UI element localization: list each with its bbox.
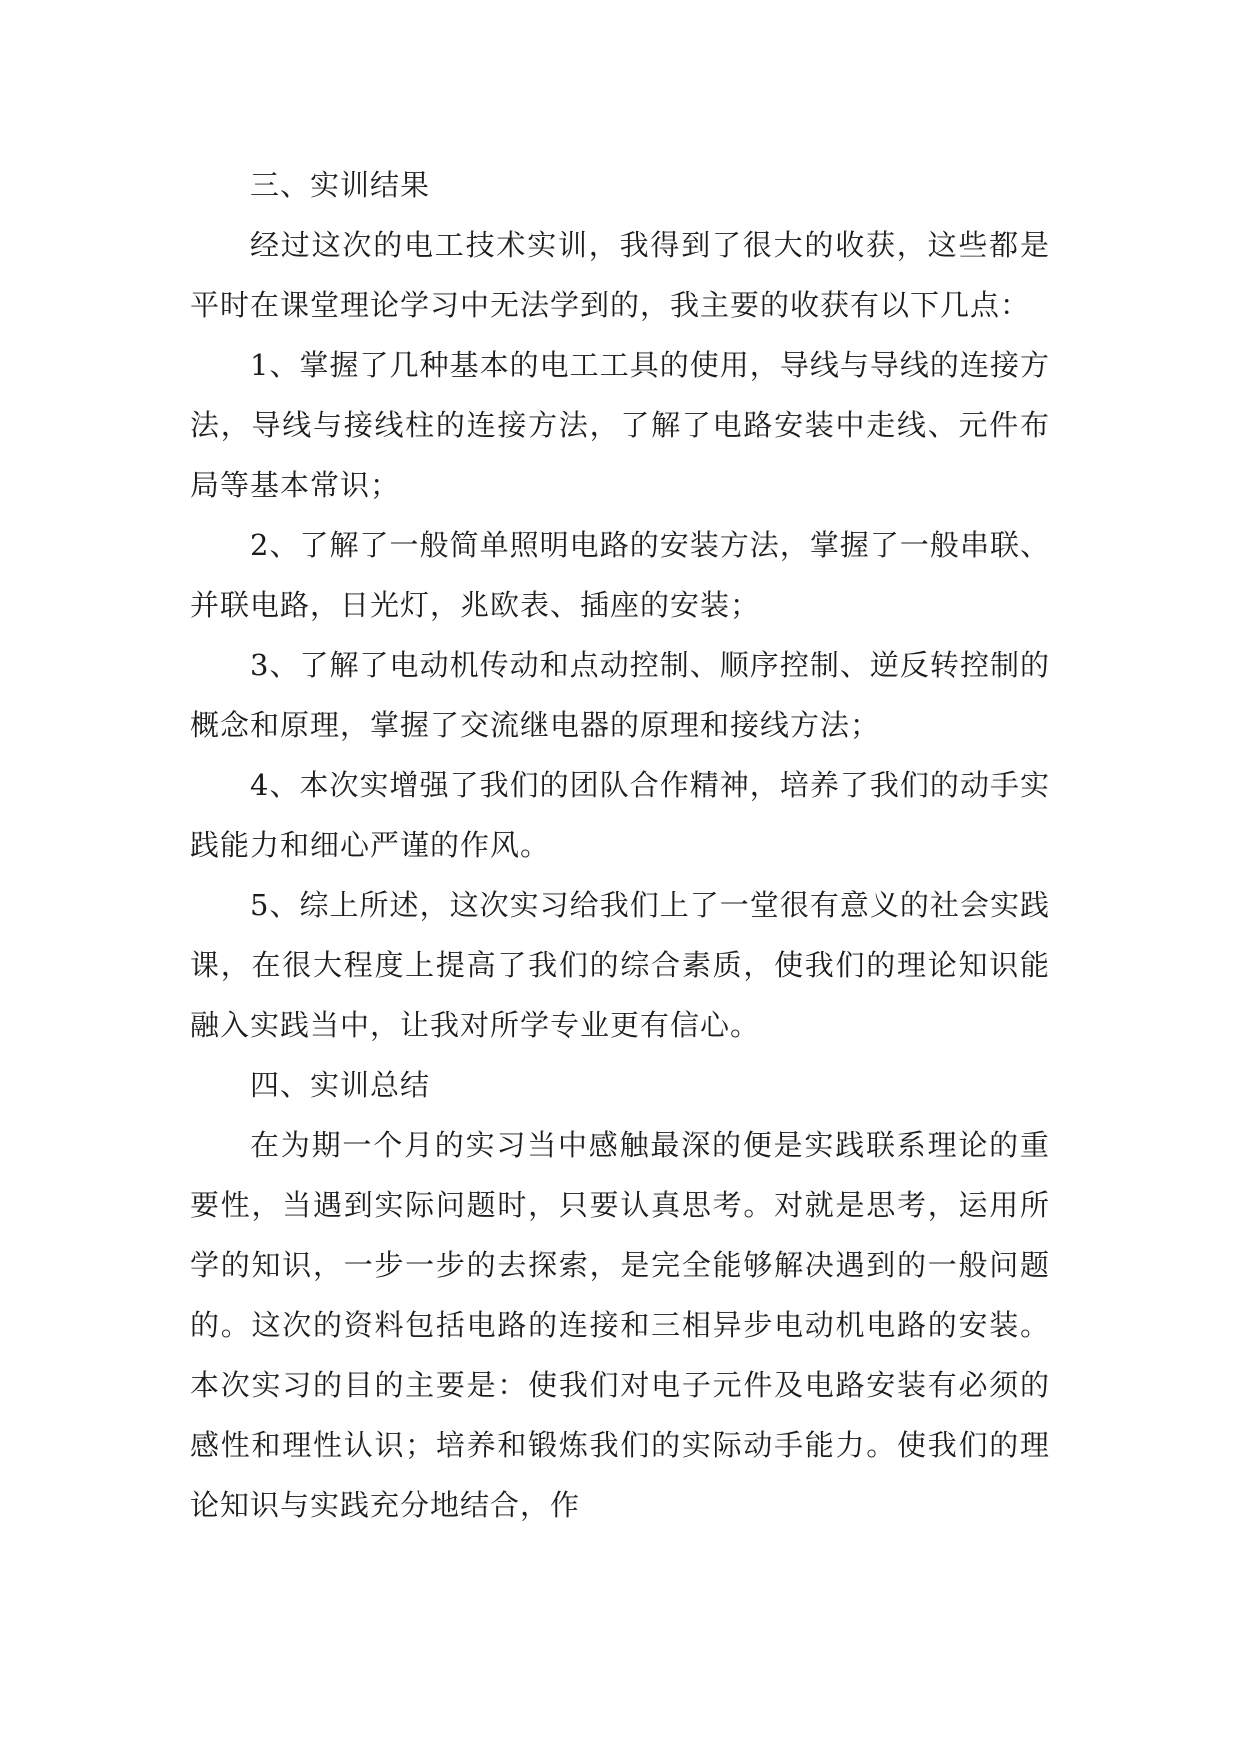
section-4-heading: 四、实训总结 [250,1068,431,1102]
section-4-body: 在为期一个月的实习当中感触最深的便是实践联系理论的重要性，当遇到实际问题时，只要认真思考。对就是思考，运用所学的知识，一步一步的去探索，是完全能够解决遇到的一般问题的。这次的资料包括电路的连接和三相异步电动机电路的安装。本次实习的目的主要是：使我们对电子元件及电路安装有必须的感性和理性认识；培养和锻炼我们的实际动手能力。使我们的理论知识与实践充分地结合，作 [190,1128,1050,1522]
list-item: 3、了解了电动机传动和点动控制、顺序控制、逆反转控制的概念和原理，掌握了交流继电器的原理和接线方法； [190,648,1050,742]
section-3-heading: 三、实训结果 [250,168,431,202]
section-3-intro: 经过这次的电工技术实训，我得到了很大的收获，这些都是平时在课堂理论学习中无法学到的，我主要的收获有以下几点： [190,228,1050,322]
document-body [190,155,1050,1535]
list-item: 1、掌握了几种基本的电工工具的使用，导线与导线的连接方法，导线与接线柱的连接方法，了解了电路安装中走线、元件布局等基本常识； [190,348,1050,502]
list-item: 2、了解了一般简单照明电路的安装方法，掌握了一般串联、并联电路，日光灯，兆欧表、插座的安装； [190,528,1050,622]
list-item: 5、综上所述，这次实习给我们上了一堂很有意义的社会实践课，在很大程度上提高了我们的综合素质，使我们的理论知识能融入实践当中，让我对所学专业更有信心。 [190,888,1050,1042]
list-item: 4、本次实增强了我们的团队合作精神，培养了我们的动手实践能力和细心严谨的作风。 [190,768,1050,862]
results-list [190,335,1050,1055]
